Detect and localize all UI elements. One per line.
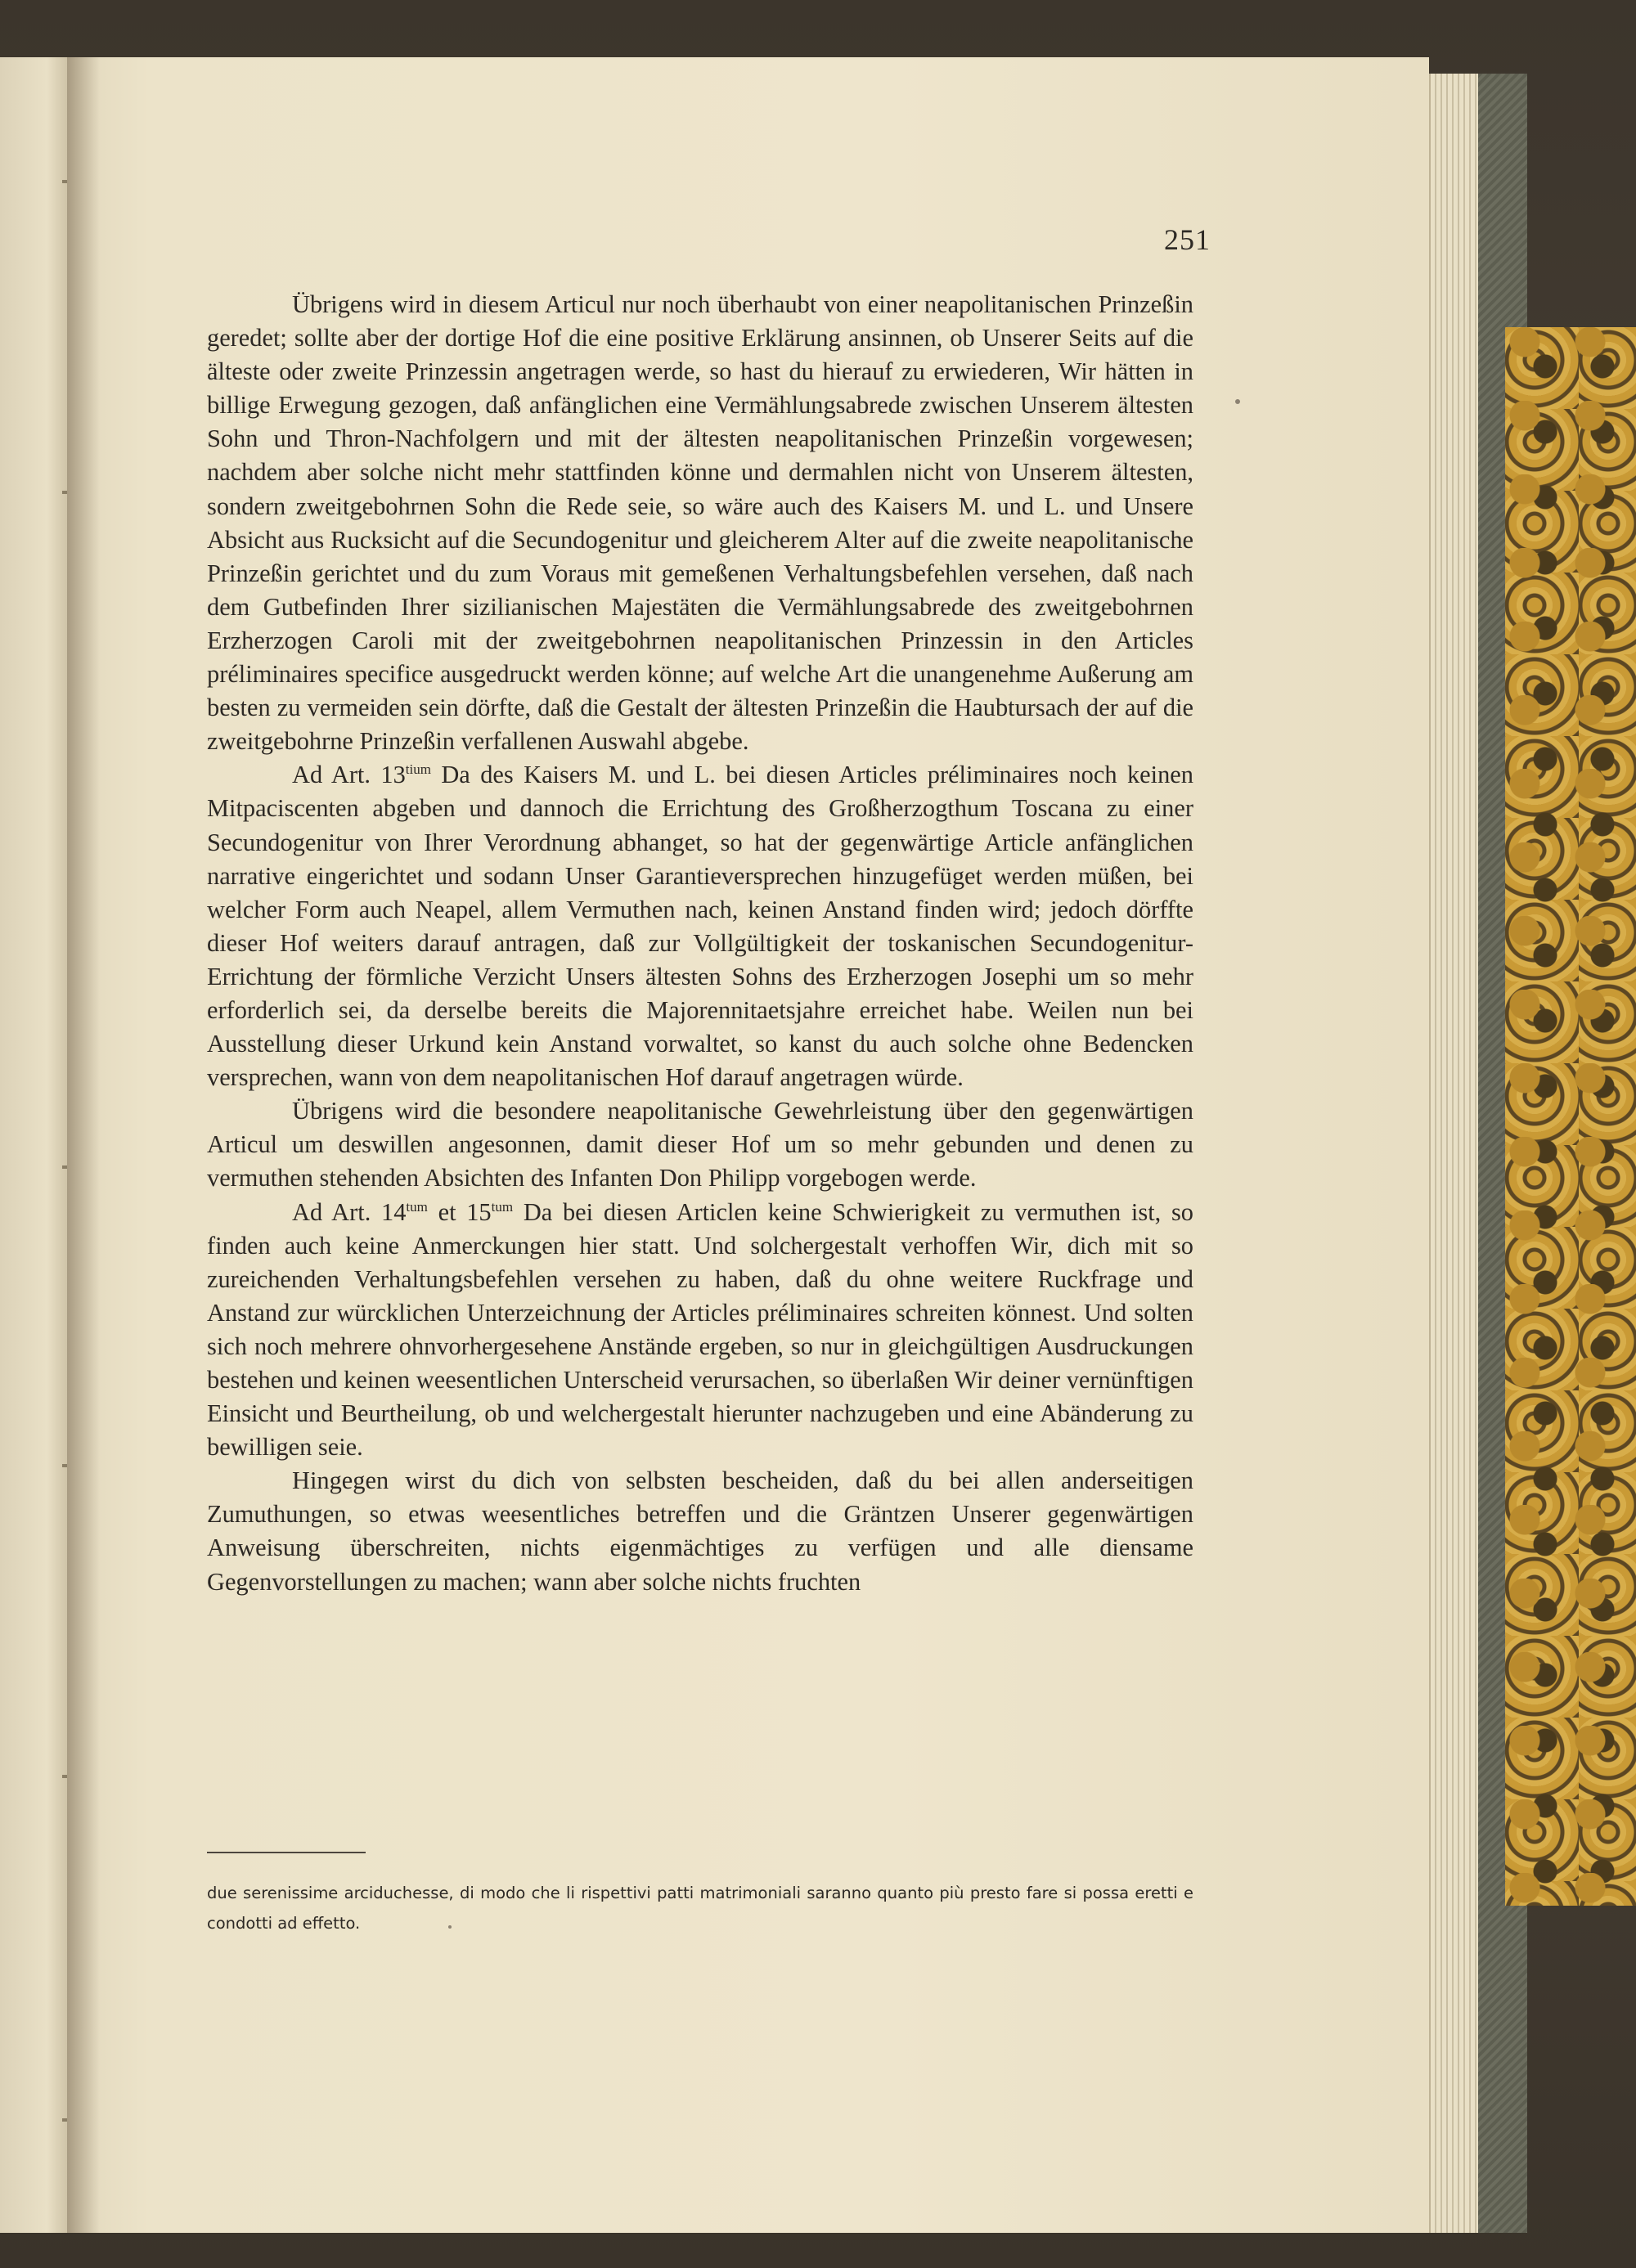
paper-speck — [448, 1925, 452, 1929]
paragraph-text: Da des Kaisers M. und L. bei diesen Articles préliminaires noch keinen Mitpaciscenten abgeben und dannoch die Errichtung des Großherzogthum Toscana zu einer Secundogenitur von Ihrer Verordnung abhanget, so hat der gegenwärtige Article anfänglichen narrative eingerichtet und sodann Unser Garantieversprechen hinzugefüget werden müßen, bei welcher Form auch Neapel, allem Vermuthen nach, keinen Anstand finden wird; jedoch dörffte dieser Hof weiters darauf antragen, daß zur Vollgültigkeit der toskanischen Secundogenitur-Errichtung der förmliche Verzicht Unsers ältesten Sohns des Erzherzogen Josephi um so mehr erforderlich sei, da derselbe bereits die Majorennitaetsjahre erreichet habe. Weilen nun bei Ausstellung dieser Urkund kein Anstand vorwaltet, so kanst du auch solche ohne Bedencken versprechen, wann von dem neapolitanischen Hof darauf angetragen würde. — [207, 761, 1193, 1092]
paragraph — [207, 758, 1193, 1094]
body-text — [207, 288, 1193, 1599]
paragraph: Hingegen wirst du dich von selbsten bescheiden, daß du bei allen anderseitigen Zumuthungen, so etwas weesentliches betreffen und die Gräntzen Unserer gegenwärtigen Anweisung überschreiten, nichts eigenmächtiges zu verfügen und alle diensame Gegenvorstellungen zu machen; wann aber solche nichts fruchten — [207, 1466, 1193, 1596]
previous-page-edge — [0, 57, 70, 2233]
paragraph: Übrigens wird die besondere neapolitanische Gewehrleistung über den gegenwärtigen Articul um deswillen angesonnen, damit dieser Hof um so mehr gebunden und denen zu vermuthen stehenden Absichten des Infanten Don Philipp vorgebogen werde. — [207, 1097, 1193, 1192]
paragraph — [207, 1196, 1193, 1465]
footnote: due serenissime arciduchesse, di modo che li rispettivi patti matrimoniali saranno quanto più presto fare si possa eretti e condotti ad effetto. — [207, 1884, 1193, 1933]
paper-speck — [1235, 399, 1240, 404]
paragraph-text: Da bei diesen Articlen keine Schwierigkeit zu vermuthen ist, so finden auch keine Anmerckungen hier statt. Und solchergestalt verhoffen Wir, dich mit so zureichenden Verhaltungsbefehlen versehen zu haben, daß du ohne weitere Ruckfrage und Anstand zur würcklichen Unterzeichnung der Articles préliminaires schreiten könnest. Und solten sich noch mehrere ohnvorhergesehene Anstände ergeben, so nur in gleichgültigen Ausdruckungen bestehen und keinen weesentlichen Unterscheid verursachen, so überlaßen Wir deiner vernünftigen Einsicht und Beurtheilung, ob und welchergestalt hierunter nachzugeben und eine Abänderung zu bewilligen seie. — [207, 1197, 1193, 1462]
article-reference: Ad Art. 14 — [292, 1197, 407, 1226]
article-reference: Ad Art. 13 — [292, 761, 406, 789]
paragraph: Übrigens wird in diesem Articul nur noch überhaubt von einer neapolitanischen Prinzeßin geredet; sollte aber der dortige Hof die eine positive Erklärung ansinnen, ob Unserer Seits auf die älteste oder zweite Prinzessin angetragen werde, so hast du hierauf zu erwiederen, Wir hätten in billige Erwegung gezogen, daß anfänglichen eine Vermählungsabrede zwischen Unserem ältesten Sohn und Thron-Nachfolgern und mit der ältesten neapolitanischen Prinzeßin vorgewesen; nachdem aber solche nicht mehr stattfinden könne und dermahlen nicht von Unserem ältesten, sondern zweitgebohrnen Sohn die Rede seie, so wäre auch des Kaisers M. und L. und Unsere Absicht aus Rucksicht auf die Secundogenitur und gleicherem Alter auf die zweite neapolitanische Prinzeßin gerichtet und du zum Voraus mit gemeßenen Verhaltungsbefehlen versehen, daß nach dem Gutbefinden Ihrer sizilianischen Majestäten die Vermählungsabrede des zweitgebohrnen Erzherzogen Caroli mit der zweitgebohrnen neapolitanischen Prinzessin in den Articles préliminaires specifice ausgedruckt werden könne; auf welche Art die unangenehme Außerung am besten zu vermeiden sein dörfte, daß die Gestalt der ältesten Prinzeßin die Haubtursach der auf die zweitgebohrne Prinzeßin verfallenen Auswahl abgebe. — [207, 290, 1193, 756]
article-reference: et 15 — [427, 1197, 492, 1226]
superscript: tium — [405, 761, 431, 778]
footnote-divider — [207, 1852, 366, 1853]
marbled-cover-paper — [1505, 327, 1636, 1906]
superscript: tum — [491, 1198, 514, 1215]
page-number: 251 — [1164, 223, 1211, 256]
page-edges — [1429, 74, 1480, 2233]
gutter-shadow — [67, 57, 100, 2233]
superscript: tum — [406, 1198, 428, 1215]
